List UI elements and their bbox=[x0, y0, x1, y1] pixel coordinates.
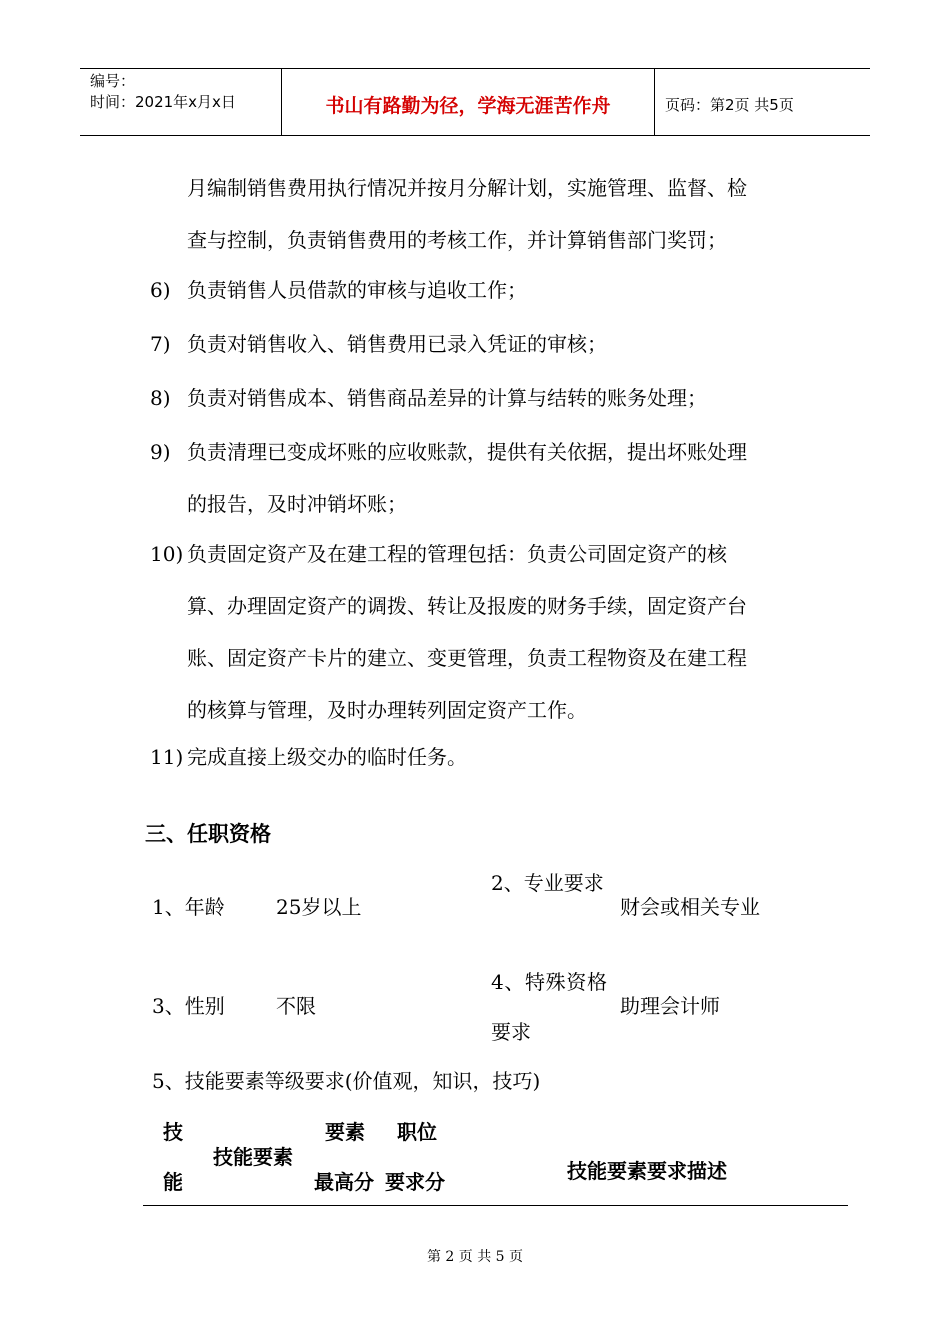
table-header-required-score-b: 要求分 bbox=[385, 1170, 445, 1194]
gender-label: 3、性别 bbox=[152, 994, 225, 1018]
age-label: 1、年龄 bbox=[152, 895, 225, 919]
list-item bbox=[150, 372, 840, 424]
list-item-line: 负责销售人员借款的审核与追收工作； bbox=[187, 278, 527, 302]
list-item bbox=[150, 426, 840, 530]
skills-title: 5、技能要素等级要求(价值观，知识，技巧) bbox=[152, 1069, 541, 1093]
list-item-line: 负责清理已变成坏账的应收账款，提供有关依据，提出坏账处理 bbox=[187, 440, 747, 464]
table-header-skill-a: 技 bbox=[163, 1120, 183, 1144]
list-item-line: 账、固定资产卡片的建立、变更管理，负责工程物资及在建工程 bbox=[187, 646, 747, 670]
page-header bbox=[80, 68, 870, 136]
special-label: 4、特殊资格要求 bbox=[491, 970, 607, 1044]
list-item bbox=[150, 731, 840, 783]
section-title: 三、任职资格 bbox=[145, 822, 271, 846]
date-label: 时间：2021年x月x日 bbox=[90, 93, 236, 111]
table-header-description: 技能要素要求描述 bbox=[567, 1159, 727, 1183]
list-item-number: 9) bbox=[150, 440, 171, 464]
code-label: 编号： bbox=[90, 72, 136, 90]
table-header-skill-b: 能 bbox=[163, 1170, 183, 1194]
list-item bbox=[150, 264, 840, 316]
special-value: 助理会计师 bbox=[620, 994, 720, 1018]
continuation-line: 查与控制，负责销售费用的考核工作，并计算销售部门奖罚； bbox=[187, 228, 727, 252]
list-item-line: 的报告，及时冲销坏账； bbox=[187, 492, 407, 516]
list-item-number: 11) bbox=[150, 745, 184, 769]
table-divider bbox=[143, 1205, 848, 1206]
list-item-number: 7) bbox=[150, 332, 171, 356]
gender-value: 不限 bbox=[276, 994, 316, 1018]
list-item-line: 负责对销售成本、销售商品差异的计算与结转的账务处理； bbox=[187, 386, 707, 410]
age-value: 25岁以上 bbox=[276, 895, 362, 919]
list-item-line: 完成直接上级交办的临时任务。 bbox=[187, 745, 467, 769]
list-item-number: 8) bbox=[150, 386, 171, 410]
table-header-required-score-a: 职位 bbox=[397, 1120, 437, 1144]
header-motto: 书山有路勤为径，学海无涯苦作舟 bbox=[282, 69, 655, 135]
major-label: 2、专业要求 bbox=[491, 871, 604, 895]
list-item-line: 的核算与管理，及时办理转列固定资产工作。 bbox=[187, 698, 587, 722]
list-item-number: 6) bbox=[150, 278, 171, 302]
continuation-paragraph bbox=[150, 162, 840, 266]
table-header-skill-element: 技能要素 bbox=[213, 1145, 293, 1169]
continuation-line: 月编制销售费用执行情况并按月分解计划，实施管理、监督、检 bbox=[187, 176, 747, 200]
list-item bbox=[150, 318, 840, 370]
table-header-max-score-b: 最高分 bbox=[314, 1170, 374, 1194]
list-item-line: 负责对销售收入、销售费用已录入凭证的审核； bbox=[187, 332, 607, 356]
list-item bbox=[150, 528, 840, 736]
header-page-info: 页码：第2页 共5页 bbox=[665, 95, 794, 114]
page-footer: 第 2 页 共 5 页 bbox=[426, 1249, 524, 1265]
list-item-line: 算、办理固定资产的调拨、转让及报废的财务手续，固定资产台 bbox=[187, 594, 747, 618]
list-item-line: 负责固定资产及在建工程的管理包括：负责公司固定资产的核 bbox=[187, 542, 727, 566]
list-item-number: 10) bbox=[150, 542, 184, 566]
major-value: 财会或相关专业 bbox=[620, 895, 760, 919]
table-header-max-score-a: 要素 bbox=[325, 1120, 365, 1144]
header-meta bbox=[80, 69, 282, 135]
